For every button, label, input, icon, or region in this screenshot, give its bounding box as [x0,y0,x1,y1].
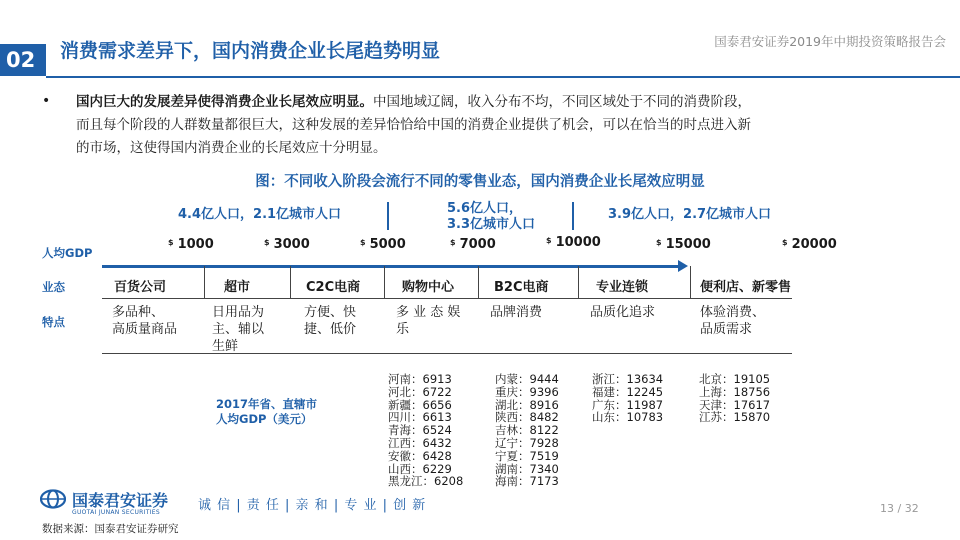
body-bold-lead: 国内巨大的发展差异使得消费企业长尾效应明显。 [76,94,373,110]
stage-name: 超市 [224,280,251,295]
timeline-divider [384,266,385,298]
gdp-tick: $ 15000 [656,237,711,252]
gdp-tick: $ 5000 [360,237,406,252]
row-label-gdp: 人均GDP [42,246,93,260]
company-motto: 诚 信 | 责 任 | 亲 和 | 专 业 | 创 新 [198,498,427,513]
body-line1: 中国地域辽阔，收入分布不均，不同区域处于不同的消费阶段， [373,94,751,110]
logo-mark-icon [40,489,66,509]
timeline-divider [290,266,291,298]
header-divider [46,76,960,78]
province-gdp-item: 青海：6524 [388,423,452,438]
province-gdp-item: 江苏：15870 [699,410,771,425]
stage-name: 购物中心 [402,280,455,295]
province-column [495,373,559,488]
population-group-2: 5.6亿人口， 3.3亿城市人口 [447,201,536,232]
timeline-arrow-head [678,260,688,272]
province-gdp-item: 上海：18756 [699,384,771,399]
province-column [388,373,463,488]
province-gdp-item: 河南：6913 [388,372,452,386]
stage-name: 便利店、新零售 [700,280,792,295]
population-separator-2 [572,202,574,230]
province-gdp-item: 湖南：7340 [495,461,559,476]
province-gdp-item: 山西：6229 [388,461,452,476]
province-gdp-item: 吉林：8122 [495,423,559,438]
province-gdp-item: 内蒙：9444 [495,372,559,386]
stage-feature: 体验消费、 品质需求 [700,305,766,337]
gdp-tick: $ 3000 [264,237,310,252]
province-gdp-item: 浙江：13634 [592,372,664,386]
body-paragraph [76,91,906,160]
figure-title: 图：不同收入阶段会流行不同的零售业态，国内消费企业长尾效应明显 [255,174,705,190]
body-line3: 的市场，这使得国内消费企业的长尾效应十分明显。 [76,140,387,156]
province-gdp-item: 江西：6432 [388,435,452,450]
logo-english-text: GUOTAI JUNAN SECURITIES [72,509,160,516]
gdp-tick: $ 10000 [546,235,601,250]
province-gdp-item: 宁夏：7519 [495,448,559,463]
stage-feature: 品牌消费 [490,305,543,320]
timeline-divider [478,266,479,298]
timeline-divider [690,266,691,298]
stage-feature: 多 业 态 娱 乐 [396,305,461,337]
timeline-axis [102,265,680,268]
timeline-divider [204,266,205,298]
stage-feature: 多品种、 高质量商品 [112,305,178,337]
population-separator-1 [387,202,389,230]
province-gdp-item: 天津：17617 [699,397,771,412]
province-gdp-item: 新疆：6656 [388,397,452,412]
province-gdp-item: 重庆：9396 [495,384,559,399]
province-gdp-item: 广东：11987 [592,397,664,412]
province-gdp-item: 福建：12245 [592,384,664,399]
province-gdp-item: 河北：6722 [388,384,452,399]
table-line-bottom [102,353,792,354]
data-source: 数据来源：国泰君安证券研究 [42,523,179,535]
gdp-tick: $ 20000 [782,237,837,252]
province-gdp-item: 四川：6613 [388,410,452,425]
body-line2: 而且每个阶段的人群数量都很巨大，这种发展的差异恰恰给中国的消费企业提供了机会，可以在恰当的时点进入新 [76,117,751,133]
province-gdp-item: 山东：10783 [592,410,664,425]
bullet-marker: • [42,93,51,109]
row-label-format: 业态 [42,280,65,294]
slide-title: 消费需求差异下，国内消费企业长尾趋势明显 [60,40,441,62]
timeline-divider [578,266,579,298]
row-label-feature: 特点 [42,315,65,329]
logo-text: 国泰君安证券 [72,491,169,510]
page-number: 13 / 32 [880,502,919,515]
stage-name: 专业连锁 [596,280,649,295]
province-column [699,373,770,424]
report-name: 国泰君安证券2019年中期投资策略报告会 [714,34,946,49]
gdp-tick: $ 7000 [450,237,496,252]
province-gdp-item: 陕西：8482 [495,410,559,425]
stage-name: 百货公司 [114,280,167,295]
slide-number-badge: 02 [0,44,46,76]
province-gdp-item: 北京：19105 [699,372,771,386]
province-gdp-item: 辽宁：7928 [495,435,559,450]
province-gdp-item: 黑龙江：6208 [388,474,464,489]
province-gdp-item: 海南：7173 [495,474,559,489]
population-group-3: 3.9亿人口，2.7亿城市人口 [608,207,772,222]
table-line-top [102,298,792,299]
stage-feature: 日用品为 主、辅以 生鲜 [212,305,265,354]
province-column [592,373,663,424]
stage-name: C2C电商 [306,280,361,295]
gdp-tick: $ 1000 [168,237,214,252]
province-gdp-caption: 2017年省、直辖市 人均GDP（美元） [216,397,318,426]
stage-name: B2C电商 [494,280,549,295]
province-gdp-item: 湖北：8916 [495,397,559,412]
population-group-1: 4.4亿人口，2.1亿城市人口 [178,207,342,222]
province-gdp-item: 安徽：6428 [388,448,452,463]
stage-feature: 方便、快 捷、低价 [304,305,357,337]
stage-feature: 品质化追求 [590,305,656,320]
